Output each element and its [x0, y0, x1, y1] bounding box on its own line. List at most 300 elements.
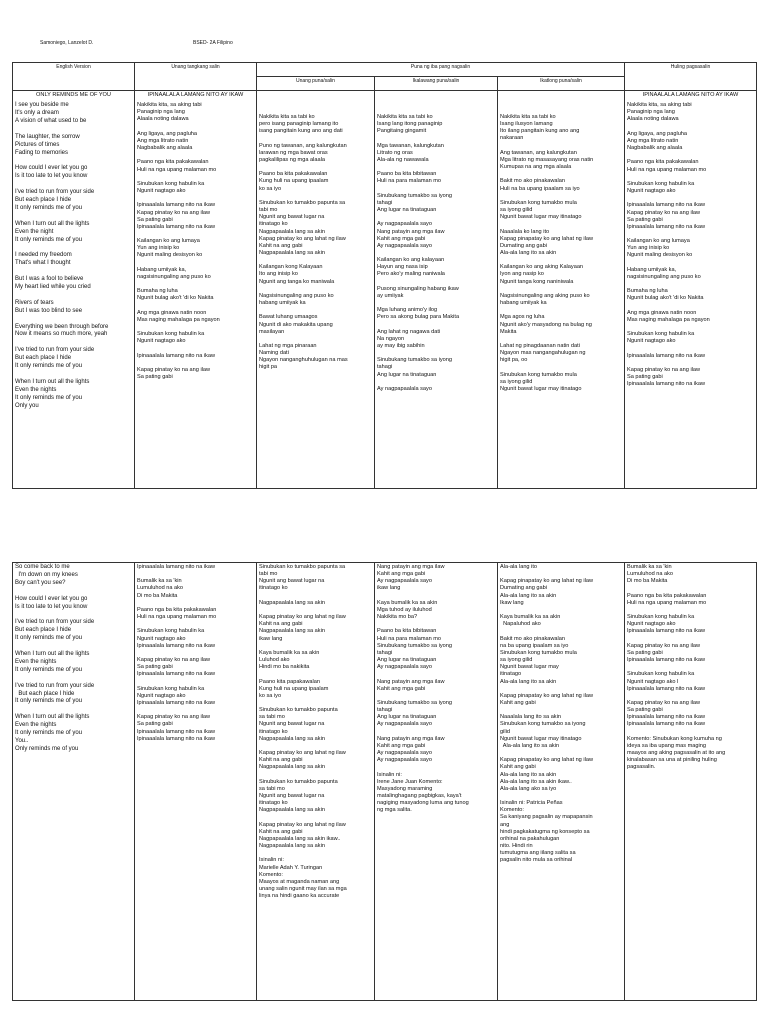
lyric-line	[137, 679, 254, 686]
lyric-line: Nagpapaalala lang sa akin ikaw..	[259, 835, 341, 842]
lyric-line: Nagpapaalala lang sa akin	[259, 228, 325, 235]
lyric-line: Naaalala lang ito sa akin	[500, 714, 561, 721]
lyric-line: Ay nagpapaalala sayo	[377, 221, 432, 228]
lyric-line: sa tabi mo	[259, 714, 285, 721]
lyric-line	[15, 675, 132, 683]
lyric-line: Nakikita kita sa tabi ko	[500, 114, 556, 120]
lyric-line: higit pa, oo	[500, 357, 528, 364]
lyric-line: Iyon ang nasip ko	[500, 271, 544, 278]
lyric-line: maayos ang aking pagsasalin at ito ang	[627, 750, 726, 757]
unang-puna-cell-2	[257, 563, 375, 1001]
lyric-line: Ipinaaalala lamang nito na ikaw	[627, 202, 706, 209]
lyric-line: matalinghagang pagbigkas, kaya't	[377, 793, 462, 799]
lyric-line	[500, 171, 622, 178]
lyric-line: itinatago ko	[259, 585, 288, 592]
lyric-line: Is it too late to let you know	[15, 173, 88, 180]
lyric-line: Bakit mo ako pinakawalan	[500, 178, 565, 185]
lyric-line	[627, 664, 754, 671]
lyric-line: Di mo ba Makita	[137, 592, 178, 599]
lyric-line	[377, 214, 495, 221]
lyric-line: Even the nights	[15, 386, 57, 393]
lyric-line	[500, 336, 622, 343]
lyric-line: Nakikita kita sa tabi ko	[377, 114, 433, 120]
lyric-line	[377, 729, 495, 736]
lyric-line: Sa pating gabi	[137, 664, 173, 671]
lyric-line: Isinalin ni: Patricia Peñas	[500, 800, 563, 807]
lyric-line: Komento: Sinubukan kong kumuha ng	[627, 735, 722, 742]
lyric-line: higit pa	[259, 364, 278, 371]
lyric-line	[137, 324, 254, 331]
lyric-line: masilayan	[259, 328, 285, 335]
final-translation-title: IPINAALALA LAMANG NITO AY IKAW	[642, 92, 739, 98]
lyric-line: Bumalik ka sa 'kin	[627, 564, 672, 570]
lyric-line: I needed my freedom	[15, 252, 72, 259]
lyric-line	[627, 303, 754, 310]
lyric-line: Ipinaaalala lamang nito na ikaw	[137, 564, 216, 570]
lyric-line	[627, 607, 754, 614]
lyric-line	[137, 345, 254, 352]
lyric-line: Nagpapaalala lang sa akin	[259, 628, 325, 635]
lyric-line	[137, 707, 254, 714]
lyric-line: ikaw lang	[377, 585, 401, 592]
lyric-line	[627, 693, 754, 700]
lyric-line	[259, 593, 372, 600]
lyric-line: Nagbabalik ang alaala	[137, 145, 193, 152]
lyric-line	[377, 379, 495, 386]
lyric-line: Ngunit nagtago ako	[137, 188, 186, 195]
lyric-line: Mas naging mahalaga pa ngayon	[627, 316, 710, 323]
lyric-line: itinatago ko	[259, 728, 288, 735]
lyric-line: Naming dati	[259, 350, 289, 357]
lyric-line: Ala-ala lang ito sa akin	[500, 742, 560, 749]
lyric-line: Paano ba kita bibitawan	[377, 628, 437, 635]
col-puna-group: Puna ng iba pang nagsalin	[257, 63, 625, 77]
lyric-line: Mga litrato ng masasayang oras natin	[500, 156, 594, 163]
lyric-line: Ngunit nagtago ako	[137, 635, 186, 642]
lyric-line: Ipinaaalala lamang nito na ikaw	[137, 735, 216, 742]
lyric-line: Komento:	[259, 871, 283, 878]
lyric-line	[627, 152, 754, 159]
lyric-line: Kapag pinapatay ko ang lahat ng ilaw	[500, 757, 593, 764]
lyric-line	[137, 281, 254, 288]
lyric-line: Now it means so much more, yeah	[15, 331, 108, 338]
lyric-line: nagsisinungaling ang puso ko	[137, 273, 211, 280]
lyric-line: Sinubukan kong tumakbo mula	[500, 371, 577, 378]
lyric-line: tahagi	[377, 649, 393, 656]
lyric-line	[377, 300, 495, 307]
lyric-line	[500, 607, 622, 614]
lyric-line: Kahit ang gabi	[500, 764, 536, 771]
lyric-line: Sa pating gabi	[627, 374, 663, 381]
lyric-line	[627, 360, 754, 367]
lyric-line: Ngunit maling desisyon ko	[137, 252, 203, 259]
lyric-line: Panaginip nga lang	[137, 109, 185, 116]
lyric-line: Nagsisinungaling ang puso ko	[259, 292, 334, 299]
lyric-line	[500, 364, 622, 371]
lyric-line: It only reminds me of you	[15, 666, 83, 673]
lyric-line: Nagpapaalala lang sa akin	[259, 599, 325, 606]
lyric-line: Sa pating gabi	[627, 649, 663, 656]
lyric-line: Sinubukan kong habulin ka	[137, 331, 205, 338]
lyric-line: ko sa iyo	[259, 185, 282, 192]
lyric-line: Kapag pinatay ko na ang ilaw	[627, 366, 701, 373]
lyric-line: Sinubukan ko tumakbo papunta	[259, 778, 338, 785]
lyric-line	[627, 124, 754, 131]
lyric-line: Kailangan ko ang lumaya	[627, 238, 690, 245]
lyric-line: Bumaha ng luha	[137, 288, 178, 295]
lyric-line: Ipinaaalala lamang nito na ikaw	[627, 721, 706, 728]
lyric-line: Nang patayin ang mga ilaw	[377, 678, 445, 685]
lyric-line: Ngunit nagtago ako l	[627, 678, 679, 685]
lyric-line: Hindi mo ba nakikita	[259, 664, 310, 671]
lyric-line: Litrato ng oras	[377, 149, 413, 156]
lyric-line	[15, 316, 132, 324]
lyric-line	[500, 571, 622, 578]
lyric-line: unang salin ngunit may ilan sa mga	[259, 886, 347, 893]
lyric-line	[259, 700, 372, 707]
lyric-line: Paano ba kita bibitawan	[377, 171, 437, 178]
lyric-line: Yun ang inisip ko	[627, 245, 670, 252]
lyric-line	[259, 643, 372, 650]
lyric-line: Isang lang itong panaginip	[377, 121, 443, 128]
lyric-line: Nang patayin ang mga ilaw	[377, 735, 445, 742]
lyric-line: ideya sa iba upang mas maging	[627, 742, 706, 749]
lyric-line: Ang mga ginawa natin noon	[627, 309, 697, 316]
lyric-line: Paano nga ba kita pakakawalan	[137, 606, 217, 613]
lyric-line	[259, 850, 372, 857]
lyric-line: Ipinaaalala lamang nito na ikaw	[627, 685, 706, 692]
lyric-line: Sinubukan kong habulin ka	[137, 180, 205, 187]
lyric-line: Komento:	[500, 807, 524, 814]
lyric-line: Rivers of tears	[15, 299, 54, 306]
lyric-line: itinatago ko	[259, 221, 288, 228]
lyric-line	[500, 628, 622, 635]
lyric-line	[500, 193, 622, 200]
lyric-line: tabi mo	[259, 571, 278, 578]
lyric-line: Even the nights	[15, 658, 57, 665]
lyric-line: The laughter, the sorrow	[15, 133, 80, 140]
lyric-line: nagiging masyadong luma ang tunog	[377, 800, 469, 807]
lyric-line: Ay nagpapaalala sayo	[377, 578, 432, 585]
lyric-line: Huli na para malaman mo	[377, 178, 442, 185]
lyric-line: tumutugma ang iilang salita sa	[500, 850, 576, 857]
lyric-line	[627, 324, 754, 331]
lyric-line	[137, 174, 254, 181]
lyric-line	[500, 257, 622, 264]
lyric-line: Kumupas na ang mga alaala	[500, 164, 572, 171]
lyric-line: Alaala noting dalawa	[137, 116, 189, 123]
lyric-line: Ngunit ang bawat lugar na	[259, 793, 325, 799]
lyric-line: Bumaha ng luha	[627, 288, 668, 295]
lyric-line: Sa kaniyang pagsalin ay mapapansin	[500, 814, 593, 821]
lyric-line: Huli na nga upang malaman mo	[627, 599, 707, 606]
lyric-line: It's only a dream	[15, 110, 59, 117]
lyric-line	[15, 371, 132, 379]
lyric-line: It only reminds me of you	[15, 698, 83, 705]
lyric-line: Nang patayin ang mga ilaw	[377, 564, 445, 570]
lyric-line: Kapag pinatay ko ang lahat ng ilaw	[259, 750, 346, 757]
lyric-line: Isang ilusyon lamang	[500, 121, 553, 128]
lyric-line: ikaw lang	[259, 635, 283, 642]
lyric-line: Huli na para malaman mo	[377, 635, 442, 642]
lyric-line: Kapag pinatay ko ang lahat ng ilaw	[259, 235, 346, 242]
lyric-line: Sinubukan kong tumakbo sa iyong	[500, 721, 586, 728]
lyric-line: Napaluhod ako	[500, 621, 541, 628]
lyric-line: Lahat ng mga pinaraan	[259, 343, 317, 349]
lyric-line: Huli na nga upang malaman mo	[627, 166, 707, 173]
lyric-line: Sinubukan ko tumakbo papunta sa	[259, 564, 346, 570]
lyric-line	[627, 636, 754, 643]
lyric-line	[377, 593, 495, 600]
col-huling: Huling pagsasalin	[625, 63, 757, 91]
lyric-line: I see you beside me	[15, 102, 69, 109]
lyric-line	[259, 671, 372, 678]
lyric-line: Ang tawanan, ang kalungkutan	[500, 149, 577, 156]
unang-puna-cell	[257, 91, 375, 489]
lyric-line: I've tried to run from your side	[15, 347, 95, 354]
lyric-line: sa iyong gilid	[500, 657, 533, 664]
lyric-line	[15, 643, 132, 651]
lyric-line: Luluhod ako	[259, 657, 290, 664]
lyric-line	[500, 221, 622, 228]
lyric-line: Ipinaaalala lamang nito na ikaw	[137, 699, 216, 706]
lyric-line: Sinubukang tumakbo sa iyong	[377, 642, 452, 649]
lyric-line: Paano ba kita pakakawalan	[259, 171, 328, 178]
lyric-line	[377, 671, 495, 678]
lyric-line: Alaala noting dalawa	[627, 116, 679, 123]
lyric-line: Ang mga litrato natin	[137, 137, 189, 144]
lyric-line: Ipinaaalala lamang nito na ikaw	[627, 657, 706, 664]
lyric-line: It only reminds me of you	[15, 635, 83, 642]
lyric-line: Nang patayin ang mga ilaw	[377, 228, 445, 235]
lyric-line	[500, 143, 622, 150]
lyric-line: You..	[15, 737, 29, 744]
lyric-line: But I was too blind to see	[15, 307, 83, 314]
lyric-line: Kapag pinapatay ko ang lahat ng ilaw	[500, 235, 593, 242]
lyric-line: It only reminds me of you	[15, 204, 83, 211]
lyric-line: Lumuluhod na ako	[627, 571, 674, 578]
lyric-line: But each place I hide	[15, 355, 72, 362]
lyric-line: Kahit na ang gabi	[259, 757, 303, 764]
lyric-line: orihinal na pakahulugan	[500, 835, 560, 842]
lyric-line: Sa pating gabi	[627, 216, 663, 223]
lyric-line: tabi mo	[259, 207, 278, 214]
lyric-line: nakaraan	[500, 135, 524, 142]
lyric-line: Pero sa akong bulag para Makita	[377, 314, 460, 321]
lyric-line: Ang lugar na tinataguan	[377, 657, 437, 664]
lyric-line: When I turn out all the lights	[15, 378, 90, 385]
lyric-line: Sinubukan ko tumakbo papunta sa	[259, 199, 346, 206]
lyric-line: Ngunit nagtago ako	[627, 188, 676, 195]
lyric-line: But each place I hide	[15, 627, 72, 634]
lyric-line: Mga tawanan, kalungkutan	[377, 142, 444, 149]
lyric-line: ko sa iyo	[259, 692, 282, 699]
lyric-line: Ipinaaalala lamang nito na ikaw	[627, 381, 706, 388]
lyric-line	[377, 764, 495, 771]
lyric-line: Ngunit ako'y masyadong na bulag ng	[500, 321, 592, 328]
lyric-line	[15, 292, 132, 300]
lyric-line	[259, 164, 372, 171]
lyric-line: pero isang panaginip lamang ito	[259, 121, 339, 128]
lyric-line: It only reminds me of you	[15, 236, 83, 243]
lyric-line: pagkalilipas ng mga alaala	[259, 156, 325, 163]
lyric-line: Nagbabalik ang alaala	[627, 145, 683, 152]
lyric-line: It only reminds me of you	[15, 394, 83, 401]
col-ikatlong-puna: Ikatlong puna/salin	[498, 77, 625, 91]
lyric-line: Ngunit nagtago ako	[627, 338, 676, 345]
lyric-line: Di mo ba Makita	[627, 578, 668, 585]
lyric-line: Nakikita kita, sa aking tabi	[137, 102, 202, 109]
lyric-line: Ala-ala lang ito sa akin	[500, 249, 557, 256]
lyric-line: Ikaw lang	[500, 599, 524, 606]
lyric-line: sa tabi mo	[259, 785, 285, 792]
lyric-line: Kapag pinapatay ko ang lahat ng ilaw	[500, 692, 593, 699]
lyric-line: Ala-ala lang ito sa akin	[500, 678, 557, 685]
lyric-line	[377, 693, 495, 700]
lyric-line: I've tried to run from your side	[15, 189, 95, 196]
lyric-line: Habang umiiyak ka,	[137, 266, 187, 273]
lyric-line: Kahit ang mga gabi	[377, 742, 426, 749]
song-title: ONLY REMINDS ME OF YOU	[36, 92, 111, 98]
lyric-line: itinatago	[500, 671, 522, 678]
lyric-line	[15, 268, 132, 276]
lyric-line: Ito ang inisip ko	[259, 271, 298, 278]
lyric-line: Mas naging mahalaga pa ngayon	[137, 316, 220, 323]
lyric-line: Naaalala ko lang ito	[500, 228, 550, 235]
lyric-line	[377, 279, 495, 286]
lyric-line: Ngayon mas nangangahulugan ng	[500, 350, 586, 357]
lyric-line: So come back to me	[15, 564, 70, 570]
lyric-line	[500, 686, 622, 693]
lyric-line	[137, 152, 254, 159]
lyric-line: Kailangan ko ang aking Kalayaan	[500, 264, 584, 271]
huling-salin-cell-2	[625, 563, 757, 1001]
lyric-line: isang pangitain kung ano ang dati	[259, 128, 343, 135]
lyric-line: Kung huli na upang ipaalam	[259, 685, 329, 692]
lyric-line: hindi pagkakatugma ng konsepto sa	[500, 828, 590, 835]
lyric-line: Sinubukan ko tumakbo papunta	[259, 707, 338, 714]
lyric-line: Paano nga ba kita pakakawalan	[627, 592, 707, 599]
lyric-line: Yun ang inisip ko	[137, 245, 180, 252]
lyric-line: Ito ilang pangitain kung ano ang	[500, 128, 580, 135]
lyric-line: Makita	[500, 328, 517, 335]
lyric-line: na ba upang ipaalam sa iyo	[500, 642, 569, 649]
lyric-line	[137, 621, 254, 628]
lyric-line	[500, 750, 622, 757]
lyric-line: Maayos at maganda naman ang	[259, 878, 340, 885]
lyric-line: Kapag pinapatay ko ang lahat ng ilaw	[500, 578, 593, 585]
lyric-line: Na ngayon	[377, 335, 405, 342]
lyric-line	[15, 339, 132, 347]
lyric-line: ng mga salita.	[377, 807, 412, 814]
lyric-line: Ang mga ginawa natin noon	[137, 309, 207, 316]
lyric-line: Fading to memories	[15, 149, 69, 156]
lyric-line	[259, 743, 372, 750]
lyric-line: Kapag pinatay ko na ang ilaw	[627, 699, 701, 706]
lyric-line: Ala-ala lang ito	[500, 564, 538, 570]
lyric-line: Sinubukang tumakbo sa iyong	[377, 699, 452, 706]
lyric-line	[259, 135, 372, 142]
lyric-line: Kapag pinatay ko na ang ilaw	[137, 209, 211, 216]
lyric-line: Kailangan kong Kalayaan	[259, 264, 323, 271]
lyric-line: Ala-ala ng nawawala	[377, 156, 429, 163]
lyric-line	[500, 286, 622, 293]
lyric-line: tahagi	[377, 199, 393, 206]
lyric-line: kinalabasan sa una at piniling huling	[627, 757, 717, 764]
lyric-line	[137, 650, 254, 657]
lyric-line	[627, 195, 754, 202]
lyric-line: Kapag pinatay ko na ang ilaw	[627, 642, 701, 649]
lyric-line	[377, 322, 495, 329]
lyric-line: Ay nagpapaalala sayo	[377, 721, 432, 728]
lyric-line: Nagsisinungaling ang aking puso ko	[500, 292, 590, 299]
lyric-line: Ngunit ang bawat lugar na	[259, 721, 325, 728]
lyric-line: Ngunit bawat lugar may itinatago	[500, 385, 582, 392]
translation-title: IPINAALALA LAMANG NITO AY IKAW	[147, 92, 244, 98]
lyric-line: Ngunit ang tanga ko maniwala	[259, 278, 335, 285]
lyric-line: Ipinaaalala lamang nito na ikaw	[137, 728, 216, 735]
lyric-line: Nagpapaalala lang sa akin	[259, 735, 325, 742]
lyric-line: Bakit mo ako pinakawalan	[500, 635, 565, 642]
lyric-line	[259, 336, 372, 343]
lyric-line	[137, 360, 254, 367]
lyric-line: I've tried to run from your side	[15, 619, 95, 626]
lyric-line: Ay nagpapaalala sayo	[377, 664, 432, 671]
lyric-line: ang	[500, 821, 510, 828]
col-unang-tangkang: Unang tangkang salin	[135, 63, 257, 91]
lyric-line: Isinalin ni:	[377, 771, 402, 778]
lyric-line: Kahit ang mga gabi	[377, 571, 426, 578]
lyric-line: I'm down on my knees	[15, 571, 78, 578]
lyric-line: Kapag pinatay ko na ang ilaw	[137, 366, 211, 373]
lyric-line: Bumalik ka sa 'kin	[137, 578, 182, 585]
lyric-line: Everything we been through before	[15, 323, 109, 330]
lyric-line: gilid	[500, 728, 510, 735]
lyric-line: Ang ligaya, ang pagluha	[137, 130, 198, 137]
lyric-line	[15, 706, 132, 714]
col-ikalawang-puna: Ikalawang puna/salin	[375, 77, 498, 91]
lyric-line: Dumating ang gabi	[500, 242, 547, 249]
lyric-line: Ala-ala lang ako sa iyo	[500, 785, 557, 792]
lyric-line: Sinubukan kong habulin ka	[137, 628, 205, 635]
lyric-line: Kahit ang mga gabi	[377, 235, 426, 242]
translation-table-page1	[12, 62, 757, 489]
lyric-line	[15, 158, 132, 166]
lyric-line	[15, 611, 132, 619]
lyric-line: How could I ever let you go	[15, 595, 88, 602]
lyric-line: Ala-ala lang ito sa akin	[500, 771, 557, 778]
lyric-line: Ipinaaalala lamang nito na ikaw	[137, 352, 216, 359]
lyric-line: Pictures of times	[15, 141, 60, 148]
lyric-line: Kaya bumalik ka sa akin	[500, 614, 561, 621]
lyric-line: Sinubukan kong habulin ka	[627, 614, 695, 621]
lyric-line: Nagpapaalala lang sa akin	[259, 764, 325, 771]
lyric-line: Nagpapaalala lang sa akin	[259, 249, 325, 256]
lyric-line: When I turn out all the lights	[15, 650, 90, 657]
lyric-line: Nagpapaalala lang sa akin	[259, 843, 325, 850]
lyric-line: But I was a fool to believe	[15, 276, 84, 283]
lyric-line	[377, 621, 495, 628]
lyric-line: Nakikita mo ba?	[377, 614, 418, 621]
lyric-line: itinatago ko	[259, 800, 288, 807]
lyric-line: Kapag pinatay ko ang lahat ng ilaw	[259, 614, 346, 621]
lyric-line: Nagpapaalala lang sa akin	[259, 807, 325, 814]
lyric-line: Paano nga kita pakakawalan	[137, 159, 209, 166]
lyric-line	[500, 707, 622, 714]
lyric-line: Kahit na ang gabi	[259, 242, 303, 249]
lyric-line: Ipinaaalala lamang nito na ikaw	[627, 714, 706, 721]
lyric-line: Ipinaaalala lamang nito na ikaw	[137, 202, 216, 209]
